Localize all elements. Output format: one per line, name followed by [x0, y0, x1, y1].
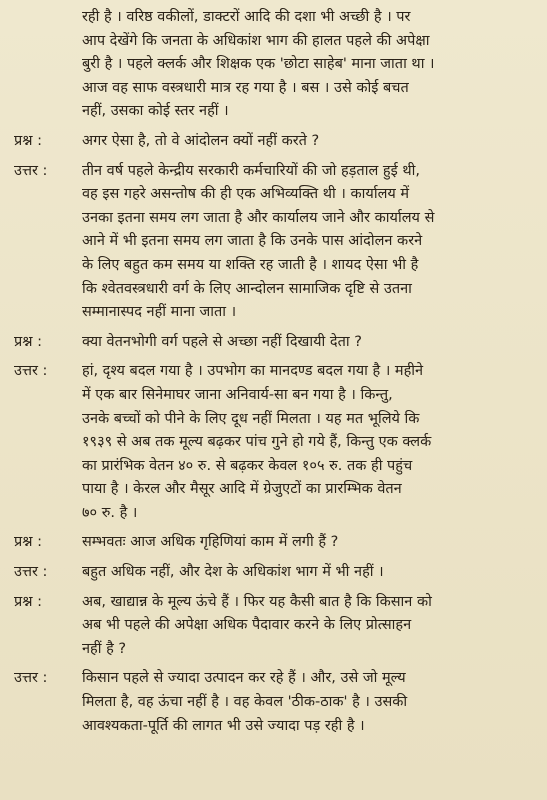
text-line: १९३९ से अब तक मूल्य बढ़कर पांच गुने हो गये हैं, किन्तु एक क्लर्क	[82, 434, 432, 451]
answer-block	[14, 160, 533, 325]
text-line: अब भी पहले की अपेक्षा अधिक पैदावार करने के लिए प्रोत्साहन	[82, 617, 412, 634]
paragraph-continuation	[14, 6, 533, 124]
answer-text	[82, 160, 533, 325]
question-block	[14, 591, 533, 662]
paragraph-text	[82, 6, 533, 124]
text-line: तीन वर्ष पहले केन्द्रीय सरकारी कर्मचारियों की जो हड़ताल हुई थी,	[82, 162, 420, 179]
text-line: ७० रु. है ।	[82, 504, 138, 521]
text-line: सम्मानास्पद नहीं माना जाता ।	[82, 304, 237, 321]
question-label: प्रश्न :	[14, 132, 42, 149]
answer-block	[14, 360, 533, 525]
text-line: आज वह साफ वस्त्रधारी मात्र रह गया है । बस । उसे कोई बचत	[82, 79, 409, 96]
question-block	[14, 331, 533, 355]
answer-label: उत्तर :	[14, 162, 48, 179]
question-block	[14, 531, 533, 555]
text-line: अब, खाद्यान्न के मूल्य ऊंचे हैं । फिर यह कैसी बात है कि किसान को	[82, 593, 432, 610]
speaker-label	[14, 6, 82, 124]
question-label: प्रश्न :	[14, 534, 42, 551]
text-line: कि श्वेतवस्त्रधारी वर्ग के लिए आन्दोलन सामाजिक दृष्टि से उतना	[82, 280, 412, 297]
text-line: आने में भी इतना समय लग जाता है कि उनके पास आंदोलन करने	[82, 233, 423, 250]
text-line: बहुत अधिक नहीं, और देश के अधिकांश भाग में भी नहीं ।	[82, 564, 384, 581]
text-line: के लिए बहुत कम समय या शक्ति रह जाती है । शायद ऐसा भी है	[82, 256, 419, 273]
text-line: हां, दृश्य बदल गया है । उपभोग का मानदण्ड बदल गया है । महीने	[82, 363, 424, 380]
text-line: नहीं है ?	[82, 640, 127, 657]
text-line: मिलता है, वह ऊंचा नहीं है । वह केवल 'ठीक-ठाक' है । उसकी	[82, 694, 408, 711]
text-line: उनका इतना समय लग जाता है और कार्यालय जाने और कार्यालय से	[82, 209, 435, 226]
answer-label: उत्तर :	[14, 670, 48, 687]
text-line: का प्रारंभिक वेतन ४० रु. से बढ़कर केवल १०५ रु. तक ही पहुंच	[82, 457, 413, 474]
answer-block	[14, 561, 533, 585]
text-line: किसान पहले से ज्यादा उत्पादन कर रहे हैं । और, उसे जो मूल्य	[82, 670, 406, 687]
text-line: रही है । वरिष्ठ वकीलों, डाक्टरों आदि की दशा भी अच्छी है । पर	[82, 9, 411, 25]
answer-label: उत्तर :	[14, 363, 48, 380]
answer-text	[82, 561, 533, 585]
question-text	[82, 591, 533, 662]
question-text	[82, 531, 533, 555]
question-text	[82, 130, 533, 154]
text-line: नहीं, उसका कोई स्तर नहीं ।	[82, 103, 229, 120]
text-line: क्या वेतनभोगी वर्ग पहले से अच्छा नहीं दिखायी देता ?	[82, 333, 362, 350]
text-line: अगर ऐसा है, तो वे आंदोलन क्यों नहीं करते ?	[82, 132, 320, 149]
text-line: वह इस गहरे असन्तोष की ही एक अभिव्यक्ति थी । कार्यालय में	[82, 186, 410, 203]
text-line: सम्भवतः आज अधिक गृहिणियां काम में लगी हैं ?	[82, 534, 339, 551]
question-label: प्रश्न :	[14, 333, 42, 350]
question-label: प्रश्न :	[14, 593, 42, 610]
text-line: उनके बच्चों को पीने के लिए दूध नहीं मिलता । यह मत भूलिये कि	[82, 410, 420, 427]
answer-text	[82, 667, 533, 738]
text-line: आवश्यकता-पूर्ति की लागत भी उसे ज्यादा पड़ रही है ।	[82, 717, 365, 734]
text-line: पाया है । केरल और मैसूर आदि में ग्रेजुएटों का प्रारम्भिक वेतन	[82, 481, 402, 498]
answer-label: उत्तर :	[14, 564, 48, 581]
text-line: आप देखेंगे कि जनता के अधिकांश भाग की हालत पहले की अपेक्षा	[82, 32, 430, 49]
text-line: में एक बार सिनेमाघर जाना अनिवार्य-सा बन गया है । किन्तु,	[82, 386, 393, 403]
answer-text	[82, 360, 533, 525]
question-text	[82, 331, 533, 355]
question-block	[14, 130, 533, 154]
text-line: बुरी है । पहले क्लर्क और शिक्षक एक 'छोटा साहेब' माना जाता था ।	[82, 56, 435, 73]
answer-block	[14, 667, 533, 738]
